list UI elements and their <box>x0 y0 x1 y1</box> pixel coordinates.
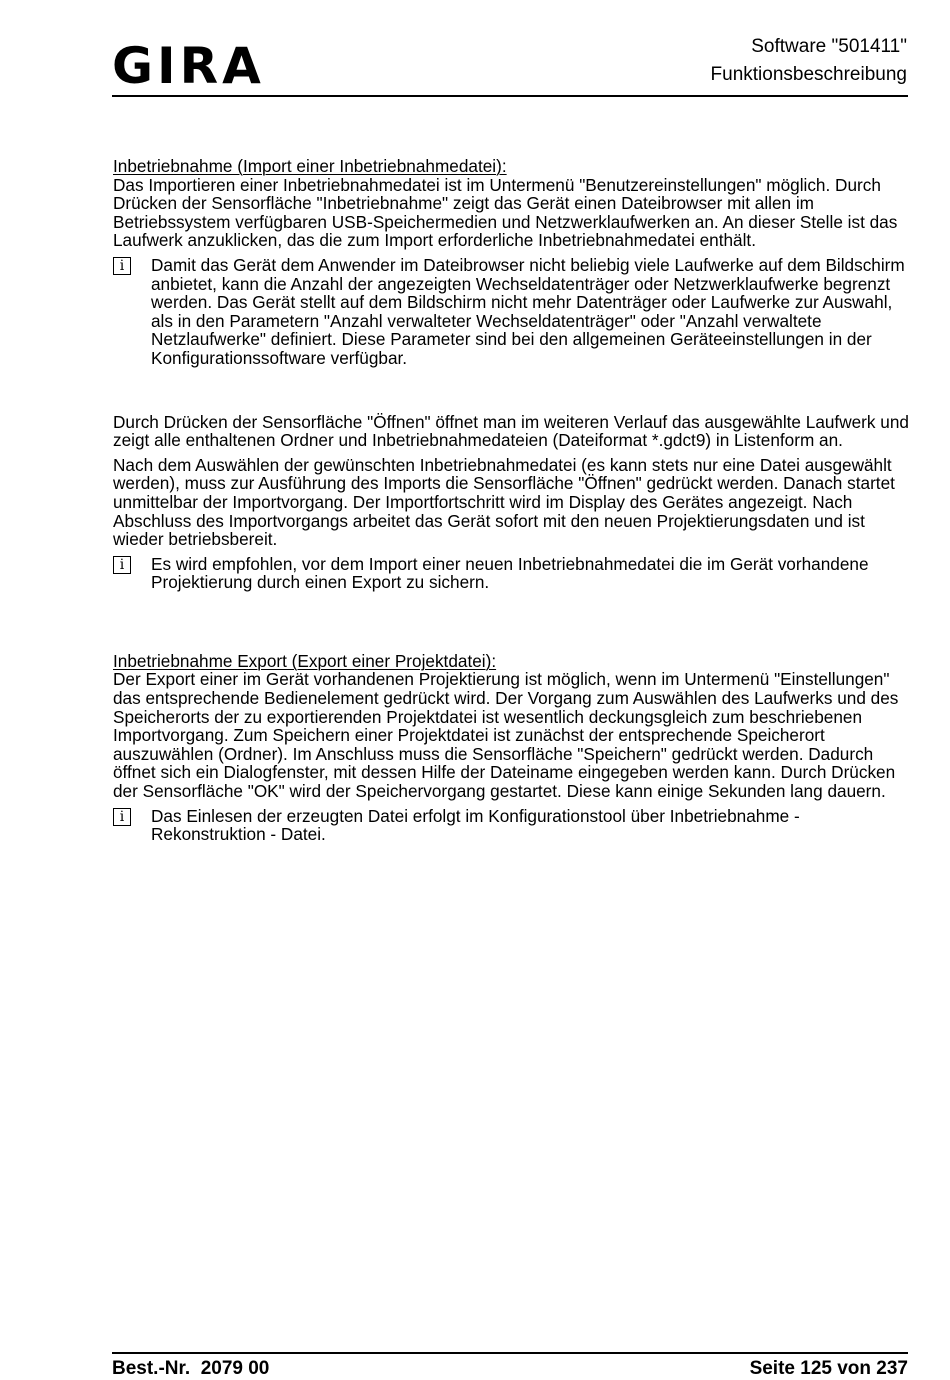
spacer <box>113 368 913 413</box>
import-info-note-2 <box>113 555 913 592</box>
page-number: Seite 125 von 237 <box>749 1358 908 1379</box>
info-icon: i <box>113 257 131 275</box>
header-divider <box>112 95 908 97</box>
export-paragraph-1: Der Export einer im Gerät vorhandenen Projektierung ist möglich, wenn im Untermenü "Einstellungen" das entsprechende Bedienelement gedrückt wird. Der Vorgang zum Auswählen des Laufwerks und des Speicherorts der zu exportierenden Projektdatei ist wesentlich deckungsgleich zum beschriebenen Importvorgang. Zum Speichern einer Projektdatei ist zunächst der entsprechende Speicherort auszuwählen (Ordner). Im Anschluss muss die Sensorfläche "Speichern" gedrückt werden. Dadurch öffnet sich ein Dialogfenster, mit dessen Hilfe der Dateiname eingegeben werden kann. Durch Drücken der Sensorfläche "OK" wird der Speichervorgang gestartet. Diese kann einige Sekunden lang dauern. <box>113 669 899 802</box>
export-note-1-text: Das Einlesen der erzeugten Datei erfolgt im Konfigurationstool über Inbetriebnahme - Rekonstruktion - Datei. <box>151 805 800 845</box>
import-paragraph-2: Durch Drücken der Sensorfläche "Öffnen" öffnet man im weiteren Verlauf das ausgewählte Laufwerk und zeigt alle enthaltenen Ordner und Inbetriebnahmedateien (Dateiformat *.gdct9) in Listenform an. <box>113 411 909 451</box>
import-note-1-text: Damit das Gerät dem Anwender im Dateibrowser nicht beliebig viele Laufwerke auf dem Bildschirm anbietet, kann die Anzahl der angezeigten Wechseldatenträger oder Netzwerklaufwerke begrenzt werden. Das Gerät stellt auf dem Bildschirm nicht mehr Datenträger oder Laufwerke zur Auswahl, als in den Parametern "Anzahl verwalteter Wechseldatenträger" oder "Anzahl verwaltete Netzlaufwerke" definiert. Diese Parameter sind bei den allgemeinen Geräteeinstellungen in der Konfigurationssoftware verfügbar. <box>151 254 905 368</box>
gira-logo: GIRA <box>112 37 265 95</box>
import-paragraph-1: Das Importieren einer Inbetriebnahmedatei ist im Untermenü "Benutzereinstellungen" möglich. Durch Drücken der Sensorfläche "Inbetriebnahme" zeigt das Gerät einen Dateibrowser mit allen im Betriebssystem verfügbaren USB-Speichermedien und Netzwerklaufwerken an. An dieser Stelle ist das Laufwerk anzuklicken, das die zum Import erforderliche Inbetriebnahmedatei enthält. <box>113 174 898 251</box>
import-info-note-1 <box>113 256 913 368</box>
software-label: Software "501411" <box>751 36 907 57</box>
footer-divider <box>112 1352 908 1354</box>
import-note-2-text: Es wird empfohlen, vor dem Import einer neuen Inbetriebnahmedatei die im Gerät vorhandene Projektierung durch einen Export zu sichern. <box>151 553 869 593</box>
main-content <box>113 157 913 844</box>
order-number: Best.-Nr. 2079 00 <box>112 1358 270 1379</box>
doc-type-label: Funktionsbeschreibung <box>710 64 907 85</box>
header-info <box>711 33 907 89</box>
info-icon: i <box>113 556 131 574</box>
info-icon: i <box>113 808 131 826</box>
import-paragraph-3: Nach dem Auswählen der gewünschten Inbetriebnahmedatei (es kann stets nur eine Datei ausgewählt werden), muss zur Ausführung des Imports die Sensorfläche "Öffnen" gedrückt werden. Danach startet unmittelbar der Importvorgang. Der Importfortschritt wird im Display des Gerätes angezeigt. Nach Abschluss des Importvorgangs arbeitet das Gerät sofort mit den neuen Projektierungsdaten und ist wieder betriebsbereit. <box>113 454 895 550</box>
import-heading: Inbetriebnahme (Import einer Inbetriebnahmedatei): <box>113 156 507 176</box>
export-info-note-1 <box>113 807 913 844</box>
export-heading: Inbetriebnahme Export (Export einer Projektdatei): <box>113 650 497 671</box>
spacer <box>113 592 913 652</box>
